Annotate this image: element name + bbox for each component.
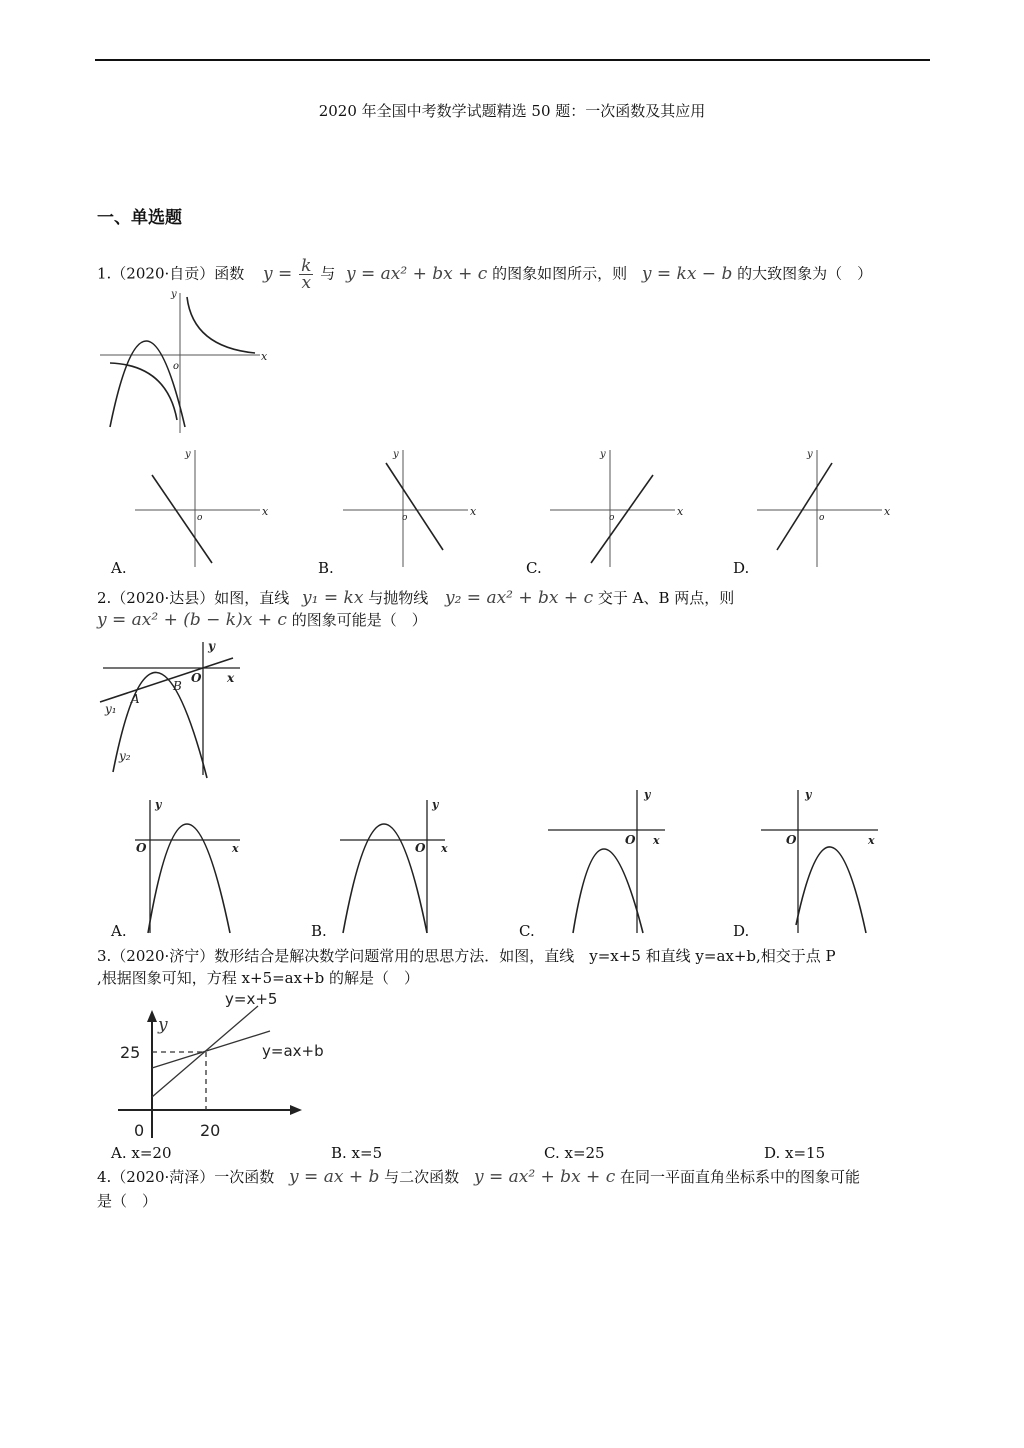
q2-prefix: 2.（2020·达县）如图，直线 — [97, 589, 290, 607]
label-y-x-plus-5: y=x+5 — [225, 990, 278, 1008]
y1-label: y₁ — [105, 702, 117, 716]
q4-mid: 与二次函数 — [384, 1168, 460, 1186]
y-axis-label: y — [805, 788, 812, 801]
origin-label: o — [819, 513, 825, 523]
line-y1 — [100, 658, 233, 702]
x-axis-label: x — [677, 505, 684, 518]
q1-quad: y = ax² + bx + c — [345, 263, 488, 284]
q2-option-a-graph — [130, 795, 250, 935]
parabola — [796, 847, 866, 933]
x-axis-label: x — [262, 505, 269, 518]
q1-mid1: 与 — [320, 264, 336, 283]
line-y-ax-plus-b — [152, 1031, 270, 1068]
q4-linear: y = ax + b — [289, 1167, 380, 1187]
q2-option-c-graph — [545, 785, 675, 935]
question-2-line2 — [97, 609, 427, 630]
q1-line: y = kx − b — [641, 263, 733, 284]
q1-option-c[interactable]: C. — [526, 559, 542, 577]
q2-expr: y = ax² + (b − k)x + c — [97, 610, 287, 630]
y-axis-arrow — [147, 1010, 157, 1022]
x-axis-label: x — [232, 842, 239, 855]
q1-y-eq: y = — [263, 263, 293, 284]
line-graph — [386, 463, 443, 550]
q1-mid2: 的图象如图所示，则 — [492, 264, 628, 283]
y-axis-label: y — [393, 449, 399, 460]
q2-mid1: 与抛物线 — [368, 589, 429, 607]
q1-option-d[interactable]: D. — [733, 559, 750, 577]
origin-label: o — [402, 513, 408, 523]
q1-option-a-graph — [130, 445, 280, 570]
q2-main-graph — [95, 630, 255, 780]
q1-suffix: 的大致图象为（ ） — [737, 264, 873, 283]
top-rule — [95, 59, 930, 61]
section-title: 一、单选题 — [97, 208, 182, 228]
q2-option-d[interactable]: D. — [733, 922, 750, 940]
q1-option-b[interactable]: B. — [318, 559, 334, 577]
q3-option-b[interactable]: B. x=5 — [331, 1144, 383, 1162]
x-axis-label: x — [868, 834, 875, 847]
q2-option-d-graph — [758, 785, 888, 935]
x-axis-label: x — [261, 350, 268, 363]
y-axis-label: y — [155, 798, 162, 811]
q1-prefix: 1.（2020·自贡）函数 — [97, 264, 245, 283]
q1-option-d-graph — [752, 445, 902, 570]
q2-option-c[interactable]: C. — [519, 922, 535, 940]
q2-y2: y₂ = ax² + bx + c — [444, 588, 594, 608]
q1-frac-num: k — [301, 256, 312, 276]
q3-option-c[interactable]: C. x=25 — [544, 1144, 605, 1162]
line-graph — [152, 475, 212, 563]
q3-graph — [110, 988, 350, 1143]
line-graph — [777, 463, 832, 550]
y-axis-label: y — [171, 289, 177, 300]
q2-option-b-graph — [335, 795, 455, 935]
y-axis-label: y — [208, 639, 215, 653]
x-axis-label: x — [884, 505, 891, 518]
q2-suffix: 的图象可能是（ ） — [291, 611, 427, 629]
x-axis-label: x — [470, 505, 477, 518]
question-4-line1 — [97, 1166, 860, 1187]
q2-option-b[interactable]: B. — [311, 922, 327, 940]
document-title: 2020 年全国中考数学试题精选 50 题：一次函数及其应用 — [318, 102, 706, 120]
q1-main-graph — [95, 285, 285, 435]
question-4-line2: 是（ ） — [97, 1192, 158, 1210]
q4-prefix: 4.（2020·菏泽）一次函数 — [97, 1168, 275, 1186]
q2-y1: y₁ = kx — [302, 588, 364, 608]
origin-label: o — [609, 513, 615, 523]
origin-label: o — [197, 513, 203, 523]
line-graph — [591, 475, 653, 563]
label-y-ax-plus-b: y=ax+b — [262, 1042, 324, 1060]
question-3-line2: ,根据图象可知，方程 x+5=ax+b 的解是（ ） — [97, 969, 420, 987]
origin-label: O — [191, 671, 202, 685]
y-tick-25: 25 — [120, 1043, 141, 1062]
q3-option-d[interactable]: D. x=15 — [764, 1144, 826, 1162]
x-axis-label: x — [441, 842, 448, 855]
hyperbola-branch-q3 — [110, 361, 180, 420]
question-2-line1 — [97, 587, 734, 608]
q2-option-a[interactable]: A. — [111, 922, 127, 940]
y-axis-label: y — [807, 449, 813, 460]
q1-option-a[interactable]: A. — [111, 559, 127, 577]
x-axis-arrow — [290, 1105, 302, 1115]
y-axis-label: y — [600, 449, 606, 460]
q1-option-c-graph — [545, 445, 695, 570]
y2-label: y₂ — [119, 749, 131, 763]
q2-mid2: 交于 A、B 两点，则 — [597, 589, 735, 607]
origin-label: o — [173, 361, 180, 372]
origin-label: O — [625, 833, 636, 847]
x-tick-20: 20 — [200, 1121, 221, 1140]
q1-fraction — [299, 258, 313, 291]
point-a-label: A — [131, 692, 140, 706]
question-3-line1: 3.（2020·济宁）数形结合是解决数学问题常用的思思方法．如图，直线 y=x+5 和直线 y=ax+b,相交于点 P — [97, 947, 836, 965]
y-axis-label: y — [644, 788, 651, 801]
parabola — [110, 341, 185, 427]
x-axis-label: x — [227, 671, 235, 685]
hyperbola-branch-q1 — [187, 297, 255, 353]
y-axis-label: y — [432, 798, 439, 811]
point-b-label: B — [173, 679, 182, 693]
q3-option-a[interactable]: A. x=20 — [111, 1144, 172, 1162]
parabola — [573, 849, 643, 933]
q4-suffix: 在同一平面直角坐标系中的图象可能 — [620, 1168, 861, 1186]
origin-label: O — [786, 833, 797, 847]
origin-label: 0 — [134, 1121, 145, 1140]
q1-frac-den: x — [301, 273, 312, 293]
origin-label: O — [136, 841, 147, 855]
q1-option-b-graph — [338, 445, 488, 570]
q4-quadratic: y = ax² + bx + c — [473, 1167, 616, 1187]
x-axis-label: x — [653, 834, 660, 847]
y-axis-label: y — [158, 1015, 168, 1035]
origin-label: O — [415, 841, 426, 855]
y-axis-label: y — [185, 449, 191, 460]
